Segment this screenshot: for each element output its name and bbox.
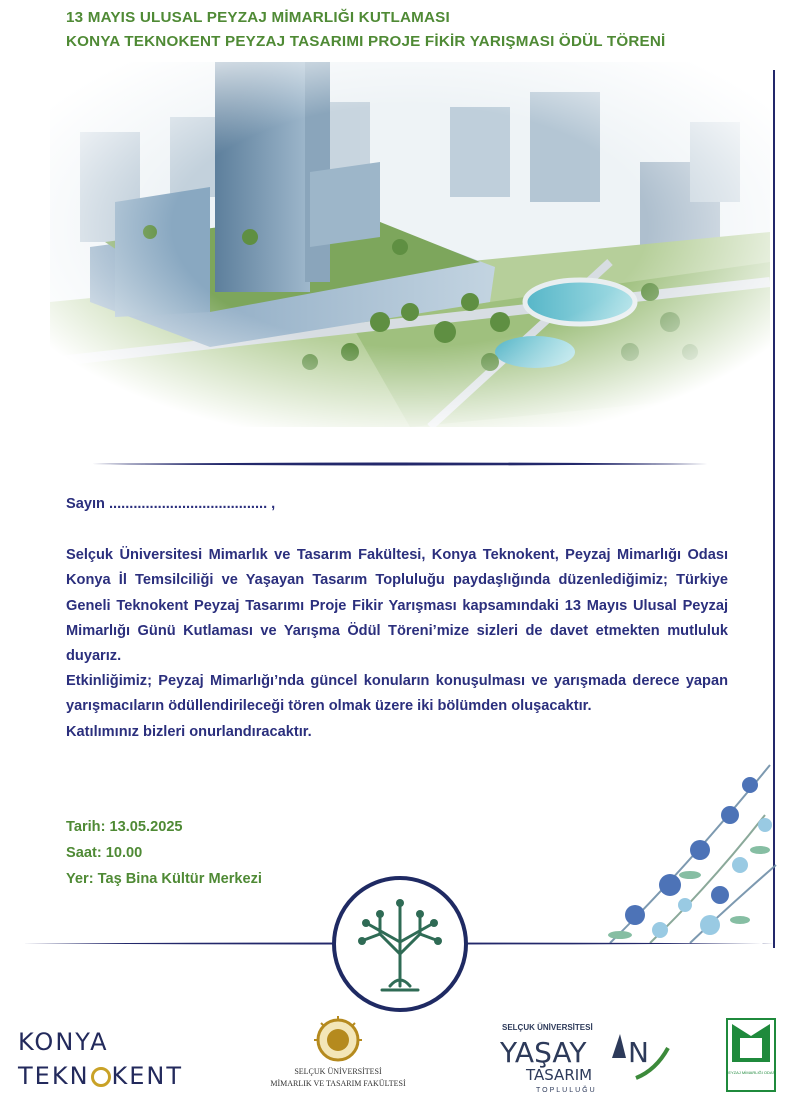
event-time: Saat: 10.00	[66, 845, 143, 861]
konya-teknokent-logo	[18, 1028, 218, 1092]
konya-logo-line1: KONYA	[18, 1028, 109, 1056]
letter-paragraph: Katılımınız bizleri onurlandıracaktır.	[66, 723, 312, 740]
divider-top	[92, 462, 708, 466]
salutation: Sayın ....................................... ,	[66, 496, 276, 512]
invitation-header	[66, 6, 786, 54]
svg-text:TASARIM: TASARIM	[526, 1066, 593, 1084]
svg-text:TOPLULUĞU: TOPLULUĞU	[536, 1087, 597, 1094]
header-title-line2: KONYA TEKNOKENT PEYZAJ TASARIMI PROJE FİKİR YARIŞMASI ÖDÜL TÖRENİ	[66, 33, 666, 50]
letter-paragraph: Etkinliğimiz; Peyzaj Mimarlığı’nda güncel konuların konuşulması ve yarışmada derece yapan yarışmacıların ödüllendirileceği tören olmak üzere iki bölümden oluşacaktır.	[66, 673, 728, 715]
svg-text:MİMARLIK VE TASARIM FAKÜLTESİ: MİMARLIK VE TASARIM FAKÜLTESİ	[270, 1079, 406, 1088]
event-place: Yer: Taş Bina Kültür Merkezi	[66, 871, 262, 887]
header-title-line1: 13 MAYIS ULUSAL PEYZAJ MİMARLIĞI KUTLAMASI	[66, 9, 450, 26]
svg-text:YAŞAY: YAŞAY	[500, 1036, 587, 1069]
aerial-city-park-image	[50, 62, 770, 427]
event-details	[66, 814, 262, 892]
yasayan-tasarim-logo	[496, 1018, 676, 1094]
peyzaj-mimarligi-odasi-logo	[726, 1018, 776, 1092]
selcuk-university-logo	[248, 1014, 428, 1094]
svg-text:PEYZAJ MİMARLIĞI ODASI: PEYZAJ MİMARLIĞI ODASI	[726, 1070, 776, 1075]
flower-bouquet-icon	[590, 755, 778, 945]
svg-text:SELÇUK ÜNİVERSİTESİ: SELÇUK ÜNİVERSİTESİ	[294, 1067, 382, 1076]
event-date: Tarih: 13.05.2025	[66, 819, 183, 835]
circuit-tree-icon	[330, 874, 470, 1014]
letter-paragraph: Selçuk Üniversitesi Mimarlık ve Tasarım Fakültesi, Konya Teknokent, Peyzaj Mimarlığı Odası Konya İl Temsilciliği ve Yaşayan Tasarım Topluluğu paydaşlığında düzenlediğimiz; Türkiye Geneli Teknokent Peyzaj Tasarımı Proje Fikir Yarışması kapsamındaki 13 Mayıs Ulusal Peyzaj Mimarlığı Günü Kutlaması ve Yarışma Ödül Töreni’mize sizleri de davet etmekten mutluluk duyarız.	[66, 547, 728, 665]
teknokent-o-icon	[91, 1067, 111, 1087]
svg-text:SELÇUK ÜNİVERSİTESİ: SELÇUK ÜNİVERSİTESİ	[502, 1023, 593, 1032]
hero-illustration	[50, 62, 770, 427]
invitation-letter	[66, 492, 728, 745]
svg-text:N: N	[628, 1036, 649, 1069]
konya-logo-line2: TEKN KENT	[18, 1062, 184, 1090]
